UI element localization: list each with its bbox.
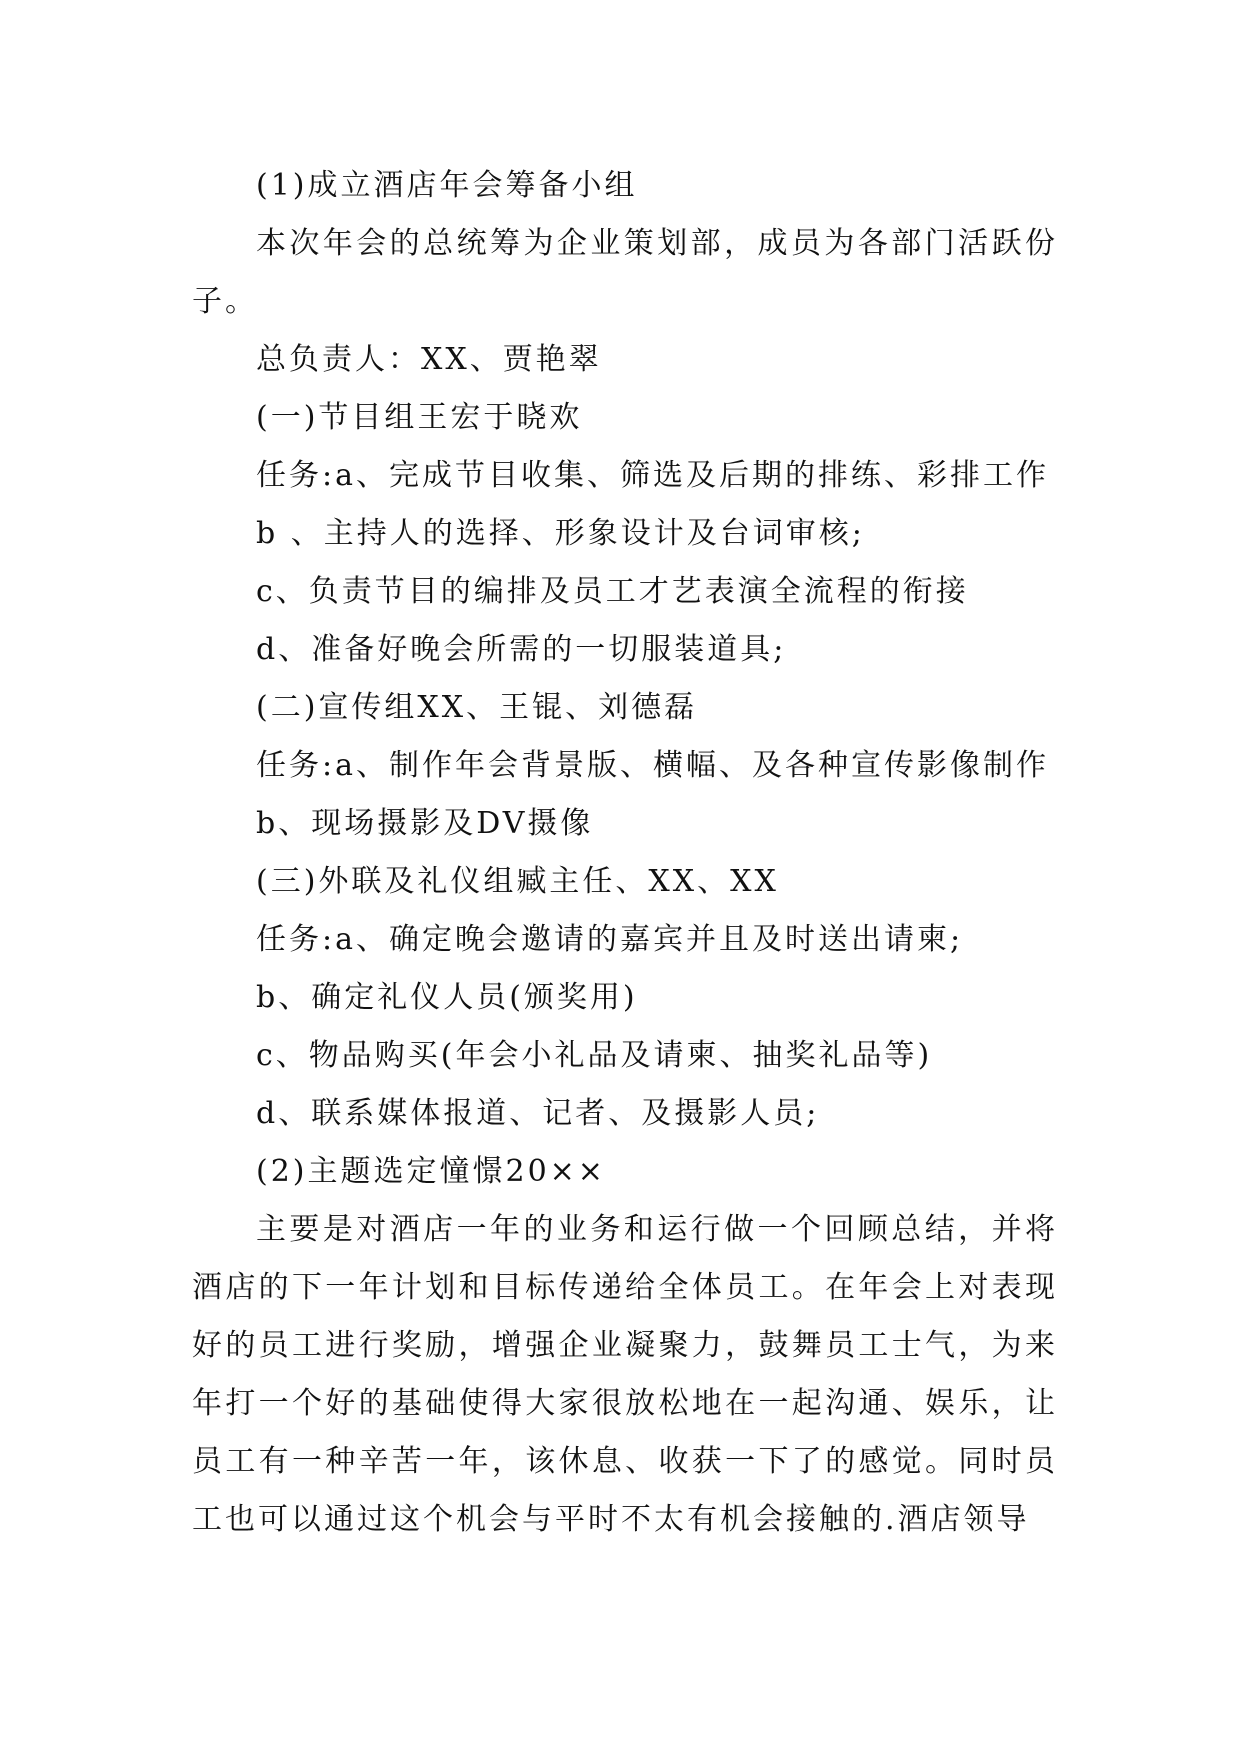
task-line: 任务:a、制作年会背景版、横幅、及各种宣传影像制作 <box>256 748 1049 783</box>
task-line: d、联系媒体报道、记者、及摄影人员; <box>256 1096 820 1131</box>
task-line: b 、主持人的选择、形象设计及台词审核; <box>256 516 865 551</box>
task-line: b、现场摄影及DV摄像 <box>256 806 594 841</box>
task-line: 任务:a、确定晚会邀请的嘉宾并且及时送出请柬; <box>256 922 964 957</box>
subsection-liaison-group: (三)外联及礼仪组臧主任、XX、XX <box>256 864 779 899</box>
task-line: b、确定礼仪人员(颁奖用) <box>256 980 638 1015</box>
document-body <box>192 157 1058 1549</box>
task-line: d、准备好晚会所需的一切服装道具; <box>256 632 787 667</box>
task-line: c、负责节目的编排及员工才艺表演全流程的衔接 <box>256 574 969 609</box>
subsection-program-group: (一)节目组王宏于晓欢 <box>256 400 583 435</box>
subsection-publicity-group: (二)宣传组XX、王锟、刘德磊 <box>256 690 698 725</box>
paragraph-theme-description: 主要是对酒店一年的业务和运行做一个回顾总结，并将酒店的下一年计划和目标传递给全体员工。在年会上对表现好的员工进行奖励，增强企业凝聚力，鼓舞员工士气，为来年打一个好的基础使得大家很放松地在一起沟通、娱乐，让员工有一种辛苦一年，该休息、收获一下了的感觉。同时员工也可以通过这个机会与平时不太有机会接触的.酒店领导 <box>192 1212 1058 1537</box>
chief-person-line: 总负责人：XX、贾艳翠 <box>256 342 602 377</box>
task-line: 任务:a、完成节目收集、筛选及后期的排练、彩排工作 <box>256 458 1049 493</box>
section-heading-preparation-group: (1)成立酒店年会筹备小组 <box>256 168 638 203</box>
task-line: c、物品购买(年会小礼品及请柬、抽奖礼品等) <box>256 1038 933 1073</box>
section-heading-theme: (2)主题选定憧憬20×× <box>256 1154 606 1189</box>
paragraph-coordination: 本次年会的总统筹为企业策划部，成员为各部门活跃份子。 <box>192 226 1058 319</box>
